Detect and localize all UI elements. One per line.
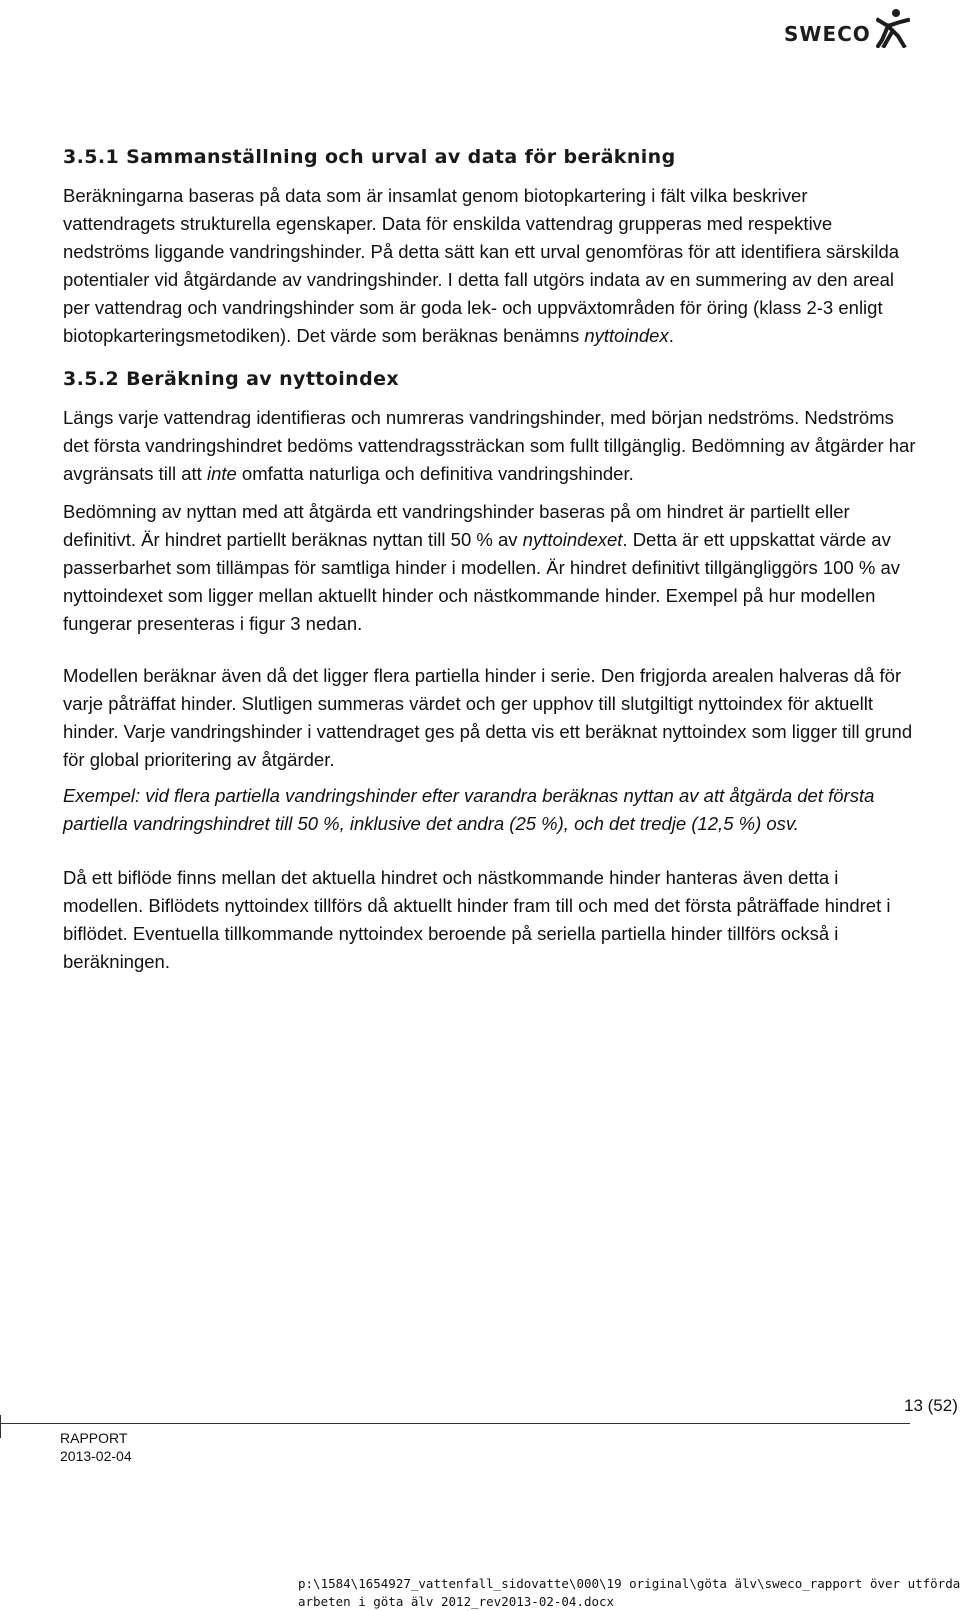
document-body: [63, 146, 923, 976]
paragraph: [63, 498, 923, 638]
report-date: 2013-02-04: [60, 1448, 132, 1464]
sweco-logo: [784, 8, 914, 48]
sweco-figure-icon: [876, 8, 910, 48]
logo-text: SWECO: [784, 22, 871, 46]
text-run: Längs varje vattendrag identifieras och numreras vandringshinder, med början nedströms. Nedströms det första vandringshindret bedöms vattendragssträckan som fullt tillgänglig. Bedömning av åtgärder har avgränsats till att: [63, 407, 916, 484]
text-run: Beräkningarna baseras på data som är insamlat genom biotopkartering i fält vilka beskriver vattendragets strukturella egenskaper. Data för enskilda vattendrag grupperas med respektive nedströms liggande vandringshinder. På detta sätt kan ett urval genomföras för att identifiera särskilda potentialer vid åtgärdande av vandringshinder. I detta fall utgörs indata av en summering av den areal per vattendrag och vandringshinder som är goda lek- och uppväxtområden för öring (klass 2-3 enligt biotopkarteringsmetodiken). Det värde som beräknas benämns: [63, 185, 900, 346]
paragraph: [63, 182, 923, 350]
text-run: Bedömning av nyttan med att åtgärda ett vandringshinder baseras på om hindret är partiellt eller definitivt. Är hindret partiellt beräknas nyttan till 50 % av: [63, 501, 850, 550]
italic-text: nyttoindex: [584, 325, 669, 346]
file-path: [298, 1575, 960, 1611]
text-run: Modellen beräknar även då det ligger flera partiella hinder i serie. Den frigjorda arealen halveras då för varje påträffat hinder. Slutligen summeras värdet och ger upphov till slutgiltigt nyttoindex för aktuellt hinder. Varje vandringshinder i vattendraget ges på detta vis ett beräknat nyttoindex som ligger till grund för global prioritering av åtgärder.: [63, 665, 913, 770]
italic-text: inte: [206, 463, 237, 484]
paragraph: [63, 662, 923, 774]
report-label: RAPPORT: [60, 1430, 128, 1446]
text-run: .: [668, 325, 674, 346]
footer-divider-tick: [0, 1415, 1, 1438]
section-heading-351: 3.5.1 Sammanställning och urval av data för beräkning: [63, 146, 676, 168]
text-run: omfatta naturliga och definitiva vandringshinder.: [236, 463, 634, 484]
italic-text: Exempel: vid flera partiella vandringshinder efter varandra beräknas nyttan av att åtgärda det första partiella vandringshindret till 50 %, inklusive det andra (25 %), och det tredje (12,5 %) osv.: [63, 785, 875, 834]
file-path-line-2: arbeten i göta älv 2012_rev2013-02-04.docx: [298, 1594, 615, 1609]
example-paragraph: [63, 782, 923, 838]
file-path-line-1: p:\1584\1654927_vattenfall_sidovatte\000\19 original\göta älv\sweco_rapport över utförda: [298, 1576, 960, 1591]
page-number: 13 (52): [904, 1396, 958, 1415]
text-run: . Detta är ett uppskattat värde av passerbarhet som tillämpas för samtliga hinder i modellen. Är hindret definitivt tillgängliggörs 100 % av nyttoindexet som ligger mellan aktuellt hinder och nästkommande hinder. Exempel på hur modellen fungerar presenteras i figur 3 nedan.: [63, 529, 901, 634]
paragraph: [63, 404, 923, 488]
section-heading-352: 3.5.2 Beräkning av nyttoindex: [63, 368, 400, 390]
footer-divider: [0, 1423, 910, 1424]
italic-text: nyttoindexet: [522, 529, 623, 550]
text-run: Då ett biflöde finns mellan det aktuella hindret och nästkommande hinder hanteras även detta i modellen. Biflödets nyttoindex tillförs då aktuellt hinder fram till och med det första påträffade hindret i biflödet. Eventuella tillkommande nyttoindex beroende på seriella partiella hinder tillförs också i beräkningen.: [63, 867, 891, 972]
paragraph: [63, 864, 923, 976]
